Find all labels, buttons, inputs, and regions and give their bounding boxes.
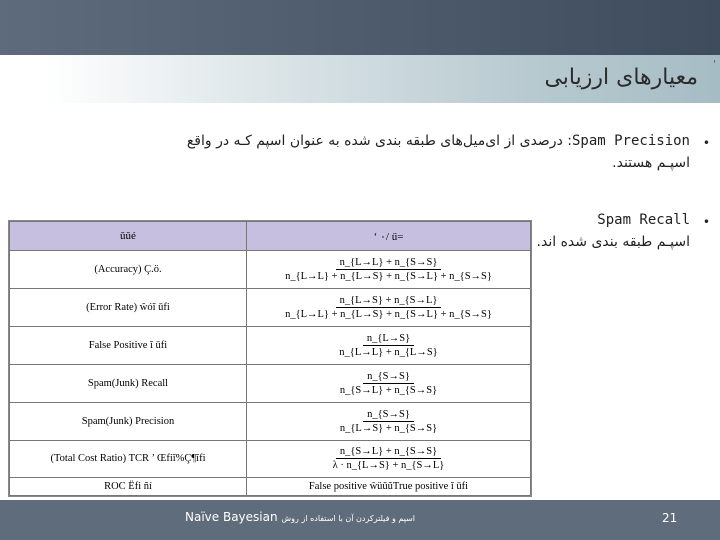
fraction xyxy=(329,446,449,471)
table-header-formula: ‘ ۰/ ű= xyxy=(247,222,531,251)
fraction xyxy=(336,409,441,434)
table-row xyxy=(10,251,531,289)
slide-title: معیارهای ارزیابی xyxy=(544,65,698,90)
table-header-row xyxy=(10,222,531,251)
denominator: n_{L→S} + n_{S→S} xyxy=(339,422,438,434)
bullet-icon: • xyxy=(702,136,710,150)
bullet-term: Spam Precision xyxy=(571,133,690,149)
metrics-table xyxy=(9,221,531,496)
table-row xyxy=(10,288,531,326)
band-tick: ' xyxy=(713,59,716,70)
numerator: n_{S→S} xyxy=(363,409,414,422)
table-cell-formula xyxy=(247,326,531,364)
table-row xyxy=(10,478,531,496)
page-number: 21 xyxy=(662,511,678,525)
bullet-line-2: اسپـم طبقه بندی شده اند. xyxy=(536,234,690,250)
table-row xyxy=(10,440,531,478)
denominator: n_{L→L} + n_{L→S} xyxy=(339,346,438,358)
table-row xyxy=(10,402,531,440)
fraction xyxy=(281,257,496,282)
bullet-term: Spam Recall xyxy=(597,212,690,228)
fraction xyxy=(336,371,441,396)
table-cell-measure: ROC Ëfi ñí xyxy=(10,478,247,496)
table-cell-formula xyxy=(247,251,531,289)
bullet-line-1 xyxy=(50,133,690,149)
table-cell-formula: False positive ŵüŭŭTrue positive ĭ ūfi xyxy=(247,478,531,496)
table-row xyxy=(10,364,531,402)
denominator: n_{L→L} + n_{L→S} + n_{S→L} + n_{S→S} xyxy=(285,270,492,282)
table-cell-formula xyxy=(247,402,531,440)
footer-method-name: Naïve Bayesian xyxy=(185,510,278,524)
denominator: n_{S→L} + n_{S→S} xyxy=(339,384,438,396)
top-banner xyxy=(0,0,720,55)
table-cell-measure: Spam(Junk) Recall xyxy=(10,364,247,402)
table-cell-formula xyxy=(247,364,531,402)
numerator: n_{L→S} + n_{S→L} xyxy=(336,295,442,308)
table-cell-measure: False Positive ĭ ūfi xyxy=(10,326,247,364)
table-header-measure: ŭŭé xyxy=(10,222,247,251)
numerator: n_{S→S} xyxy=(363,371,414,384)
table-cell-formula xyxy=(247,288,531,326)
footer-rtl-text: اسپم و فیلترکردن آن با استفاده از روش xyxy=(281,514,416,523)
fraction xyxy=(281,295,496,320)
table-cell-measure: (Accuracy) Ç.ö. xyxy=(10,251,247,289)
table-cell-measure: (Total Cost Ratio) TCR ’ Œfiĭ%Ç¶ĭfi xyxy=(10,440,247,478)
denominator: n_{L→L} + n_{L→S} + n_{S→L} + n_{S→S} xyxy=(285,308,492,320)
bullet-line-2: اسپـم هستند. xyxy=(612,155,690,171)
bullet-text: : درصدی از ای‌میل‌های طبقه بندی شده به عنوان اسپم کـه در واقع xyxy=(186,133,572,149)
fraction xyxy=(335,333,441,358)
footer-bar xyxy=(0,500,720,540)
numerator: n_{L→S} xyxy=(363,333,414,346)
table-cell-measure: (Error Rate) ŵóĭ ūfi xyxy=(10,288,247,326)
numerator: n_{L→L} + n_{S→S} xyxy=(336,257,442,270)
numerator: n_{S→L} + n_{S→S} xyxy=(336,446,441,459)
table-cell-formula xyxy=(247,440,531,478)
denominator: λ · n_{L→S} + n_{S→L} xyxy=(332,460,445,472)
table-cell-measure: Spam(Junk) Precision xyxy=(10,402,247,440)
bullet-spam-precision xyxy=(50,133,710,171)
footer-caption xyxy=(185,510,415,524)
table-row xyxy=(10,326,531,364)
title-band xyxy=(45,55,720,103)
bullet-icon: • xyxy=(702,215,710,229)
metrics-table-image xyxy=(8,220,532,497)
